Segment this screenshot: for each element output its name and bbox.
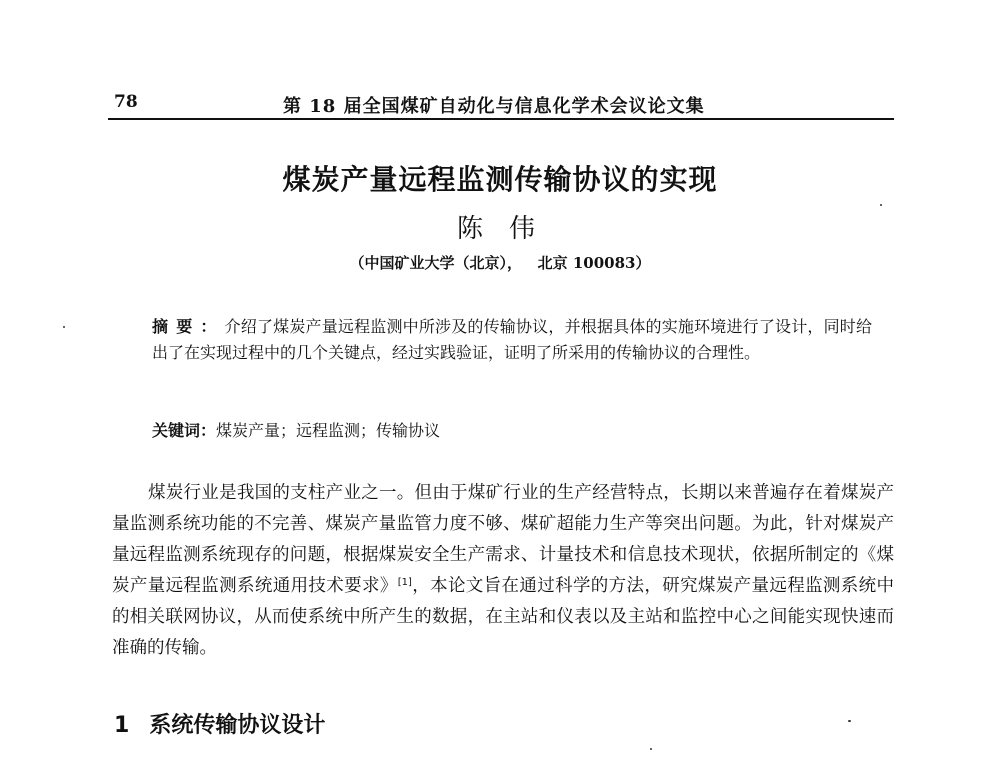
- keywords: [152, 418, 872, 444]
- scan-speck: [880, 204, 882, 206]
- running-header: [108, 92, 894, 120]
- running-title: 第 18 届全国煤矿自动化与信息化学术会议论文集: [283, 96, 705, 117]
- page-number: 78: [114, 92, 138, 112]
- body-text-part-2: ，本论文旨在通过科学的方法，研究煤炭产量远程监测系统中的相关联网协议，从而使系统中所产生的数据，在主站和仪表以及主站和监控中心之间能实现快速而准确的传输。: [112, 576, 894, 658]
- body-paragraph: [112, 478, 894, 664]
- scan-speck: [848, 720, 851, 722]
- section-number: 1: [114, 713, 130, 738]
- section-title: 系统传输协议设计: [149, 713, 326, 738]
- scan-speck: [63, 326, 65, 328]
- abstract-label: 摘要：: [152, 317, 225, 336]
- section-heading: [114, 708, 325, 739]
- author-affiliation: （中国矿业大学（北京）， 北京 100083）: [349, 254, 651, 272]
- abstract: [152, 314, 872, 366]
- citation-ref: [1]: [397, 577, 412, 588]
- author-name: 陈伟: [456, 214, 561, 244]
- scan-speck: [650, 748, 652, 750]
- body-text-part-1: 煤炭行业是我国的支柱产业之一。但由于煤矿行业的生产经营特点，长期以来普遍存在着煤炭产量监测系统功能的不完善、煤炭产量监管力度不够、煤矿超能力生产等突出问题。为此，针对煤炭产量远程监测系统现存的问题，根据煤炭安全生产需求、计量技术和信息技术现状，依据所制定的《煤炭产量远程监测系统通用技术要求》: [112, 483, 894, 596]
- abstract-text: 介绍了煤炭产量远程监测中所涉及的传输协议，并根据具体的实施环境进行了设计，同时给出了在实现过程中的几个关键点，经过实践验证，证明了所采用的传输协议的合理性。: [152, 317, 872, 362]
- keywords-label: 关键词：: [152, 421, 217, 440]
- keywords-text: 煤炭产量；远程监测；传输协议: [216, 421, 441, 440]
- paper-title: 煤炭产量远程监测传输协议的实现: [282, 163, 718, 196]
